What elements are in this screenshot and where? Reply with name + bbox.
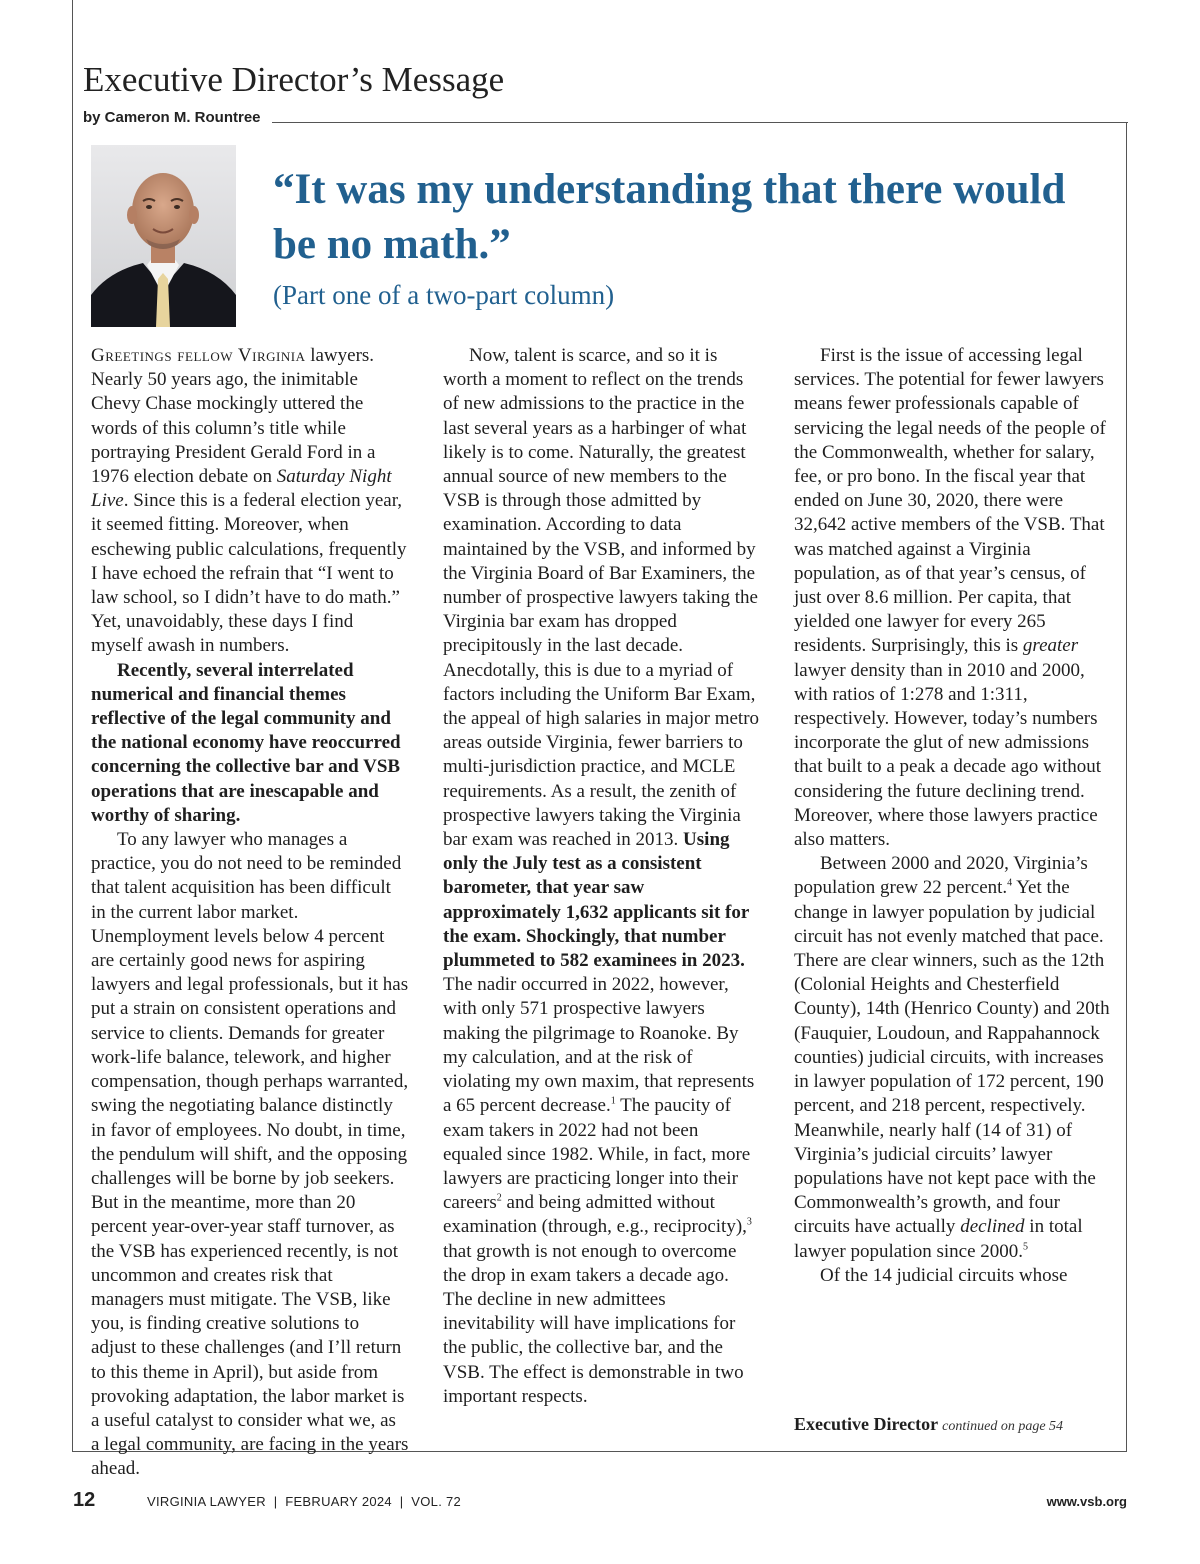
publication-info: VIRGINIA LAWYER | FEBRUARY 2024 | VOL. 72 bbox=[147, 1494, 462, 1509]
paragraph-1-text-a: lawyers. Nearly 50 years ago, the inimitable Chevy Chase mockingly uttered the words of this column’s title while portraying President Gerald Ford in a 1976 election debate on bbox=[91, 345, 376, 488]
paragraph-6-text-c: in total lawyer population since 2000. bbox=[794, 1216, 1083, 1262]
paragraph-4-text-c: The paucity of exam takers in 2022 had not been equaled since 1982. While, in fact, more lawyers are practicing longer into their careers bbox=[443, 1095, 751, 1214]
section-title: Executive Director’s Message bbox=[83, 60, 505, 99]
paragraph-4-text-a: Now, talent is scarce, and so it is worth a moment to reflect on the trends of new admissions to the practice in the last several years as a harbinger of what likely is to come. Naturally, the greatest annual source of new members to the VSB is through those admitted by examination. According to data maintained by the VSB, and informed by the Virginia Board of Bar Examiners, the number of prospective lawyers taking the Virginia bar exam has dropped precipitously in the last decade. Anecdotally, this is due to a myriad of factors including the Uniform Bar Exam, the appeal of high salaries in major metro areas outside Virginia, fewer barriers to multi-jurisdiction practice, and MCLE requirements. As a result, the zenith of prospective lawyers taking the Virginia bar exam was reached in 2013. bbox=[443, 345, 760, 851]
paragraph-4-text-d: and being admitted without examination (through, e.g., reciprocity), bbox=[443, 1192, 747, 1238]
headline: “It was my understanding that there would be no math.” bbox=[273, 166, 1066, 268]
top-rule bbox=[272, 122, 1128, 123]
continued-note bbox=[794, 1414, 1063, 1435]
paragraph-6-text-a: Between 2000 and 2020, Virginia’s population grew 22 percent. bbox=[794, 853, 1088, 899]
author-photo bbox=[91, 145, 236, 327]
footnote-ref-5: 5 bbox=[1023, 1241, 1029, 1253]
footnote-ref-4: 4 bbox=[1007, 878, 1013, 890]
paragraph-6-text-b: Yet the change in lawyer population by judicial circuit has not evenly matched that pace. There are clear winners, such as the 12th (Colonial Heights and Chesterfield County), 14th (Henrico County) and 20th (Fauquier, Loudoun, and Rappahannock counties) judicial circuits, with increases in lawyer population of 172 percent, 190 percent, and 218 percent, respectively. Meanwhile, nearly half (14 of 31) of Virginia’s judicial circuits’ lawyer populations have not kept pace with the Commonwealth’s growth, and four circuits have actually bbox=[794, 877, 1110, 1238]
author-portrait-image bbox=[91, 145, 236, 327]
paragraph-1-text-b: . Since this is a federal election year, it seemed fitting. Moreover, when eschewing public calculations, frequently I have echoed the refrain that “I went to law school, so I didn’t have to do math.” Yet, unavoidably, these days I find myself awash in numbers. bbox=[91, 490, 407, 657]
paragraph-2 bbox=[91, 659, 409, 828]
paragraph-7: Of the 14 judicial circuits whose bbox=[820, 1264, 1068, 1286]
continued-page: continued on page 54 bbox=[942, 1419, 1064, 1434]
footnote-ref-3: 3 bbox=[746, 1216, 752, 1228]
footnote-ref-1: 1 bbox=[610, 1095, 616, 1107]
paragraph-4 bbox=[443, 344, 761, 1409]
continued-label: Executive Director bbox=[794, 1414, 939, 1434]
lead-in: Greetings fellow Virginia bbox=[91, 345, 306, 366]
subheadline: (Part one of a two-part column) bbox=[273, 280, 615, 310]
paragraph-5-text-b: lawyer density than in 2010 and 2000, with ratios of 1:278 and 1:311, respectively. However, today’s numbers incorporate the glut of new admissions that built to a peak a decade ago without considering the future declining trend. Moreover, where those lawyers practice also matters. bbox=[794, 659, 1102, 851]
paragraph-5-italic: greater bbox=[1022, 635, 1079, 657]
column-2 bbox=[443, 344, 761, 1409]
paragraph-3: To any lawyer who manages a practice, you do not need to be reminded that talent acquisition has been difficult in the current labor market. Unemployment levels below 4 percent are certainly good news for aspiring lawyers and legal professionals, but it has put a strain on consistent operations and service to clients. Demands for greater work-life balance, telework, and higher compensation, though perhaps warranted, swing the negotiating balance distinctly in favor of employees. No doubt, in time, the pendulum will shift, and the opposing challenges will be borne by job seekers. But in the meantime, more than 20 percent year-over-year staff turnover, as the VSB has experienced recently, is not uncommon and creates risk that managers must mitigate. The VSB, like you, is finding creative solutions to adjust to these challenges (and I’ll return to this theme in April), but aside from provoking adaptation, the labor market is a useful catalyst to consider what we, as a legal community, are facing in the years ahead. bbox=[91, 829, 409, 1480]
byline: by Cameron M. Rountree bbox=[83, 109, 261, 126]
column-3 bbox=[794, 344, 1112, 1288]
paragraph-5-text-a: First is the issue of accessing legal services. The potential for fewer lawyers means fewer professionals capable of servicing the legal needs of the people of the Commonwealth, whether for salary, fee, or pro bono. In the fiscal year that ended on June 30, 2020, there were 32,642 active members of the VSB. That was matched against a Virginia population, as of that year’s census, of just over 8.6 million. Per capita, that yielded one lawyer for every 265 residents. Surprisingly, this is bbox=[794, 345, 1106, 657]
paragraph-4-bold: Using only the July test as a consistent barometer, that year saw approximately 1,632 applicants sit for the exam. Shockingly, that number plummeted to 582 examinees in 2023. bbox=[443, 829, 749, 972]
paragraph-6 bbox=[794, 852, 1112, 1263]
emphasis-text: Recently, several interrelated numerical and financial themes reflective of the legal community and the national economy have reoccurred concerning the collective bar and VSB operations that are inescapable and worthy of sharing. bbox=[91, 659, 401, 826]
paragraph-1 bbox=[91, 344, 409, 659]
page-number: 12 bbox=[73, 1489, 96, 1511]
paragraph-4-text-e: that growth is not enough to overcome the drop in exam takers a decade ago. The decline in new admittees inevitability will have implications for the public, the collective bar, and the VSB. The effect is demonstrable in two important respects. bbox=[443, 1240, 744, 1407]
paragraph-5 bbox=[794, 344, 1112, 852]
paragraph-4-text-b: The nadir occurred in 2022, however, with only 571 prospective lawyers making the pilgrimage to Roanoke. By my calculation, and at the risk of violating my own maxim, that represents a 65 percent decrease. bbox=[443, 974, 755, 1117]
column-1 bbox=[91, 344, 409, 1482]
left-rule bbox=[72, 0, 73, 122]
paragraph-6-italic: declined bbox=[960, 1216, 1025, 1238]
show-title: Saturday Night Live bbox=[91, 466, 392, 512]
footnote-ref-2: 2 bbox=[496, 1192, 502, 1204]
website-link[interactable]: www.vsb.org bbox=[1046, 1494, 1127, 1509]
